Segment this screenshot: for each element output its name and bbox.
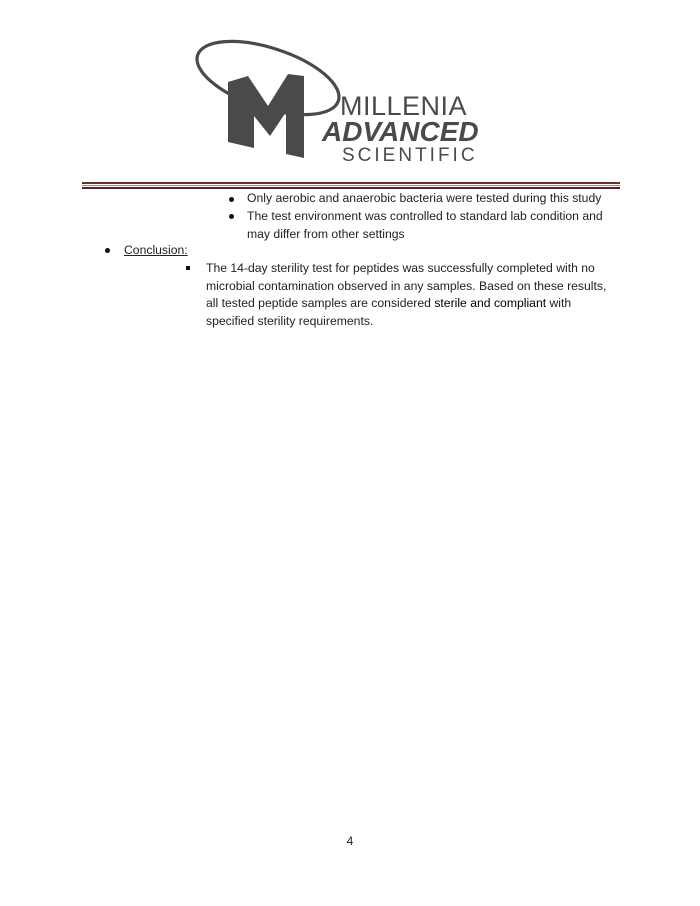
logo-m-glyph [228, 74, 304, 158]
square-bullet-icon [186, 266, 190, 270]
bullet-icon [229, 214, 234, 219]
header-rule-top [82, 182, 620, 184]
conclusion-paragraph [206, 260, 621, 330]
conclusion-text-end: with specified sterility requirements. [206, 296, 572, 328]
bullet-icon [105, 248, 110, 253]
list-item: The test environment was controlled to standard lab condition and may differ from other settings [247, 209, 603, 241]
company-logo [190, 38, 520, 168]
header-rule-middle [82, 185, 620, 186]
conclusion-text-start: The 14-day sterility test for peptides was successfully completed with no microbial contamination observed in any samples. Based on these results, all tested peptide samples are considered [206, 261, 607, 310]
conclusion-heading: Conclusion: [124, 243, 188, 257]
bullet-icon [229, 197, 234, 202]
page-number: 4 [346, 834, 354, 848]
logo-line-3: SCIENTIFIC [342, 145, 478, 166]
list-item: Only aerobic and anaerobic bacteria were tested during this study [247, 191, 602, 205]
conclusion-emphasis: sterile and compliant [434, 296, 547, 310]
logo-line-2: ADVANCED [322, 116, 479, 147]
logo-line-1: MILLENIA [340, 91, 468, 121]
header-rule-bottom [82, 187, 620, 189]
